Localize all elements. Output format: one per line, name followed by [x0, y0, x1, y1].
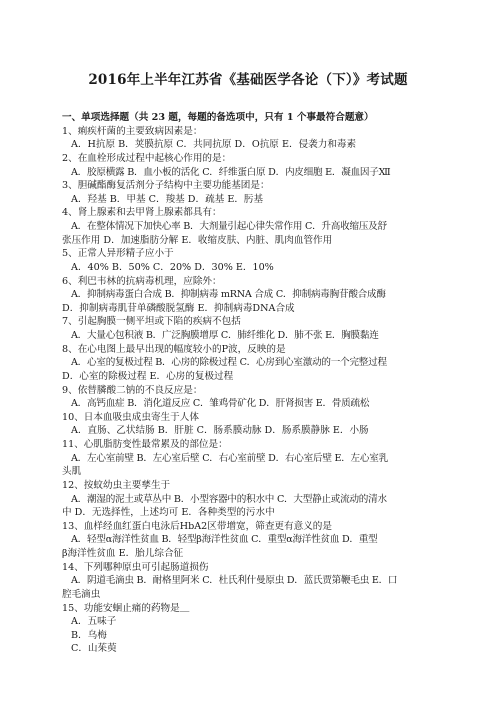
page-title: 2016年上半年江苏省《基础医学各论（下）》考试题 — [88, 72, 408, 88]
question-stem: 1、痢疾杆菌的主要致病因素是： — [62, 125, 203, 137]
answer-options: A．在整体情况下加快心率 B．大剂量引起心律失常作用 C．升高收缩压及舒 — [71, 221, 387, 232]
answer-options: A．直肠、乙状结肠 B．肝脏 C．肠系膜动脉 D．肠系膜静脉 E．小肠 — [71, 425, 369, 437]
question-stem: 7、引起胸膜一侧平坦或下陷的疾病不包括 — [62, 316, 241, 328]
question-stem: 13、血样经血红蛋白电泳后HbA2区带增宽，筛查更有意义的是 — [62, 520, 332, 532]
question-stem: 4、肾上腺素和去甲肾上腺素都具有： — [62, 207, 222, 219]
question-stem: 6、利巴韦林的抗病毒机理，应除外： — [62, 275, 222, 287]
question-stem: 14、下列哪种原虫可引起肠道损伤 — [62, 561, 209, 573]
answer-options-continued: β海洋性贫血 E．胎儿综合征 — [62, 548, 184, 559]
answer-options: A．轻型α海洋性贫血 B．轻型β海洋性贫血 C．重型α海洋性贫血 D．重型 — [71, 534, 378, 546]
question-stem: 8、在心电图上最早出现的幅度较小的P波，反映的是 — [62, 343, 286, 355]
question-stem: 5、正常人异形精子应小于 — [62, 248, 174, 260]
question-stem: 9、依替膦酸二钠的不良反应是： — [62, 384, 203, 396]
answer-options: A．H抗原 B．荚膜抗原 C．共同抗原 D．O抗原 E．侵袭力和毒素 — [71, 139, 357, 151]
question-stem: 10、日本血吸虫成虫寄生于人体 — [62, 411, 199, 423]
answer-options: A．高钙血症 B．消化道反应 C．雏鸡骨矿化 D．肝肾损害 E．骨质疏松 — [71, 398, 370, 410]
answer-options: A．阴道毛滴虫 B．耐格里阿米 C．杜氏利什曼原虫 D．蓝氏贾第鞭毛虫 E．口 — [71, 575, 398, 587]
answer-options-continued: D．抑制病毒肌苷单磷酸脱氢酶 E．抑制病毒DNA合成 — [62, 302, 295, 314]
answer-options: A．左心室前壁 B．左心室后壁 C．右心室前壁 D．右心室后壁 E．左心室乳 — [71, 452, 388, 464]
answer-option: A．五味子 — [71, 616, 117, 628]
answer-options-continued: 头肌 — [62, 466, 82, 478]
answer-option: B．乌梅 — [71, 629, 107, 641]
question-stem: 15、功能安蛔止痛的药物是＿ — [62, 602, 190, 614]
answer-option: C．山茱萸 — [71, 643, 117, 655]
answer-options: A．抑制病毒蛋白合成 B．抑制病毒 mRNA 合成 C．抑制病毒胸苷酸合成酶 — [71, 289, 386, 301]
answer-options: A．胶原横露 B．血小板的活化 C．纤维蛋白原 D．内皮细胞 E．凝血因子Ⅻ — [71, 166, 391, 178]
answer-options: A．羟基 B．甲基 C．羧基 D．疏基 E．肟基 — [71, 193, 264, 205]
answer-options-continued: D．心室的除极过程 E．心房的复极过程 — [62, 370, 234, 382]
answer-options-continued: 中 D．无选择性，上述均可 E．各种类型的污水中 — [62, 507, 275, 519]
question-stem: 12、按蚊幼虫主要孳生于 — [62, 479, 171, 491]
answer-options: A．大量心包积液 B．广泛胸膜增厚 C．肺纤维化 D．肺不张 E．胸膜黏连 — [71, 330, 379, 341]
answer-options: A．40% B．50% C．20% D．30% E．10% — [71, 261, 274, 273]
answer-options-continued: 腔毛滴虫 — [62, 588, 101, 600]
question-stem: 11、心肌脂肪变性最常累及的部位是： — [62, 439, 228, 450]
section-header: 一、单项选择题（共 23 题，每题的备选项中，只有 1 个事最符合题意） — [62, 112, 374, 123]
answer-options: A．潮湿的泥土或草丛中 B．小型容器中的积水中 C．大型静止或流动的清水 — [71, 493, 387, 505]
question-stem: 3、胆碱酯酶复活剂分子结构中主要功能基团是： — [62, 180, 270, 192]
answer-options: A．心室的复极过程 B．心房的除极过程 C．心房到心室激动的一个完整过程 — [71, 357, 387, 369]
exam-content — [62, 111, 438, 656]
question-stem: 2、在血栓形成过程中起核心作用的是： — [62, 152, 232, 164]
answer-options-continued: 张压作用 D．加速脂肪分解 E．收缩皮肤、内脏、肌肉血管作用 — [62, 234, 333, 246]
